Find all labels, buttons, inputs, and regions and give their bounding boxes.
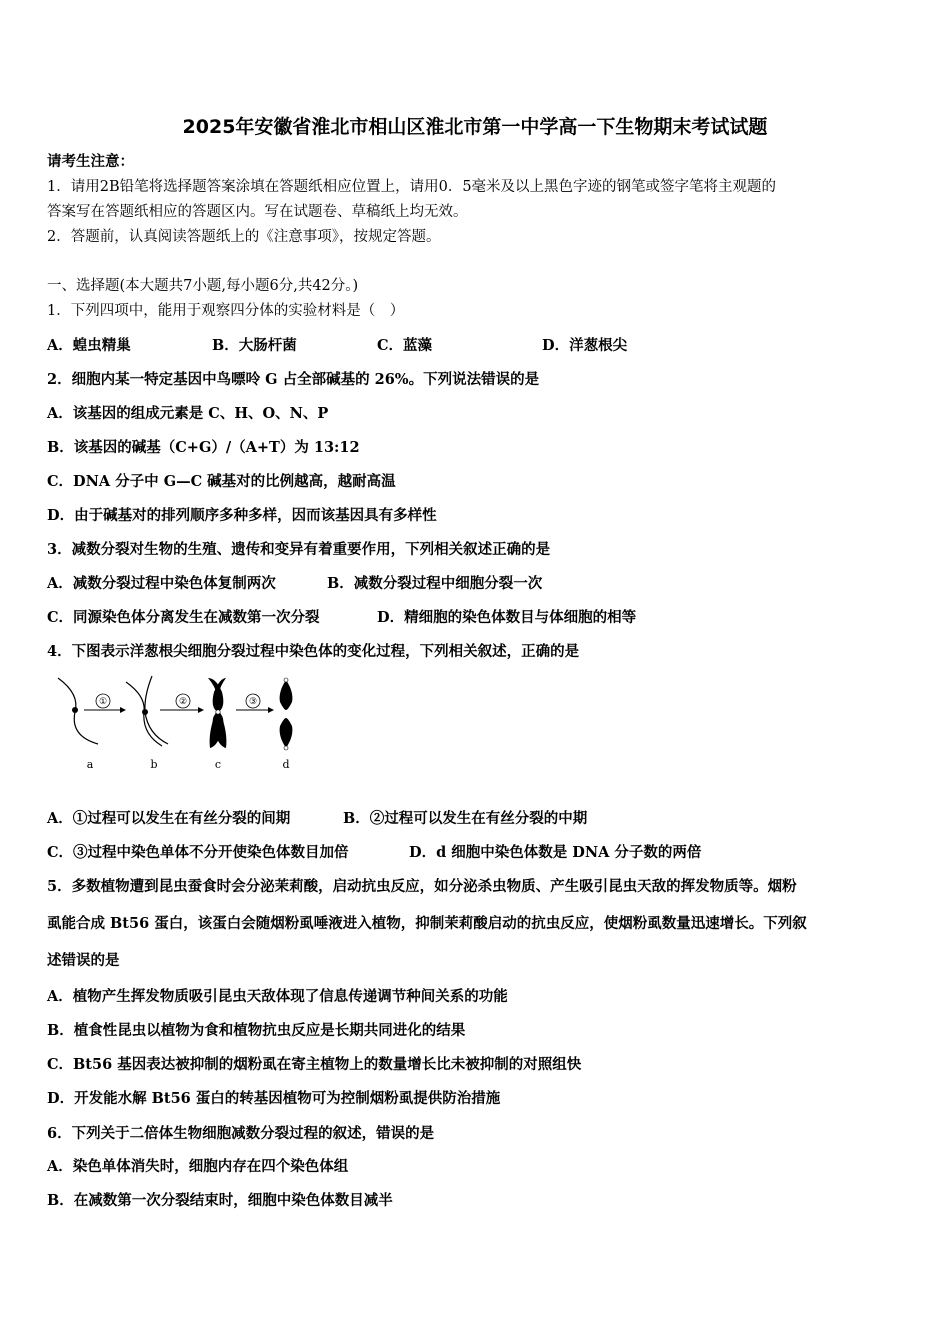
q4-option-a: A．①过程可以发生在有丝分裂的间期 [47,810,291,827]
q6-option-b: B．在减数第一次分裂结束时，细胞中染色体数目减半 [47,1192,393,1209]
q3-option-b: B．减数分裂过程中细胞分裂一次 [327,575,543,592]
chromosome-c-centromere [216,710,220,714]
arrow-2-head [198,707,204,713]
chromosome-b-centromere [142,709,148,715]
step-3-label: ③ [248,697,258,707]
label-c: c [214,758,222,771]
arrow-1-head [120,707,126,713]
q2-option-b: B．该基因的碱基（C+G）/（A+T）为 13:12 [47,439,360,456]
q3-option-a: A．减数分裂过程中染色体复制两次 [47,575,276,592]
q1-option-c: C．蓝藻 [377,337,433,354]
q4-option-b: B．②过程可以发生在有丝分裂的中期 [343,810,588,827]
q5-option-a: A．植物产生挥发物质吸引昆虫天敌体现了信息传递调节种间关系的功能 [47,988,508,1005]
question-5-stem-line-3: 述错误的是 [47,952,120,969]
q2-option-a: A．该基因的组成元素是 C、H、O、N、P [47,405,329,422]
q2-option-d: D．由于碱基对的排列顺序多种多样，因而该基因具有多样性 [47,507,437,524]
q5-option-d: D．开发能水解 Bt56 蛋白的转基因植物可为控制烟粉虱提供防治措施 [47,1090,501,1107]
q5-option-c: C．Bt56 基因表达被抑制的烟粉虱在寄主植物上的数量增长比未被抑制的对照组快 [47,1056,582,1073]
chromosome-a-shape [58,678,98,744]
step-2-label: ② [178,697,188,707]
step-1-label: ① [98,697,108,707]
chromosome-d-lower-centromere [284,746,288,750]
q5-option-b: B．植食性昆虫以植物为食和植物抗虫反应是长期共同进化的结果 [47,1022,466,1039]
label-a: a [86,758,94,771]
question-2-stem: 2．细胞内某一特定基因中鸟嘌呤 G 占全部碱基的 26%。下列说法错误的是 [47,371,540,388]
page-title: 2025年安徽省淮北市相山区淮北市第一中学高一下生物期末考试试题 [182,116,768,138]
notice-item-2: 2．答题前，认真阅读答题纸上的《注意事项》，按规定答题。 [47,229,441,245]
question-6-stem: 6．下列关于二倍体生物细胞减数分裂过程的叙述，错误的是 [47,1125,435,1142]
question-4-stem: 4．下图表示洋葱根尖细胞分裂过程中染色体的变化过程，下列相关叙述，正确的是 [47,643,580,660]
q3-option-c: C．同源染色体分离发生在减数第一次分裂 [47,609,320,626]
q1-option-d: D．洋葱根尖 [542,337,628,354]
notice-heading: 请考生注意： [47,153,134,170]
chromosome-d-upper-centromere [284,678,288,682]
chromosome-d-upper [280,680,293,710]
q6-option-a: A．染色单体消失时，细胞内存在四个染色体组 [47,1158,349,1175]
arrow-3-head [268,707,274,713]
notice-item-1b: 答案写在答题纸相应的答题区内。写在试题卷、草稿纸上均无效。 [47,204,468,220]
question-5-stem-line-1: 5．多数植物遭到昆虫蚕食时会分泌茉莉酸，启动抗虫反应，如分泌杀虫物质、产生吸引昆虫天敌的挥发物质等。烟粉 [47,878,797,895]
chromosome-d-lower [280,718,293,748]
section-heading: 一、选择题(本大题共7小题,每小题6分,共42分。) [47,278,359,294]
q3-option-d: D．精细胞的染色体数目与体细胞的相等 [377,609,637,626]
q1-option-b: B．大肠杆菌 [212,337,297,354]
q4-option-d: D．d 细胞中染色体数是 DNA 分子数的两倍 [409,844,702,861]
chromosome-diagram [50,672,310,772]
notice-item-1a: 1．请用2B铅笔将选择题答案涂填在答题纸相应位置上，请用0．5毫米及以上黑色字迹的钢笔或签字笔将主观题的 [47,179,777,195]
question-3-stem: 3．减数分裂对生物的生殖、遗传和变异有着重要作用，下列相关叙述正确的是 [47,541,551,558]
chromosome-a-centromere [72,707,78,713]
q1-option-a: A．蝗虫精巢 [47,337,131,354]
q4-option-c: C．③过程中染色单体不分开使染色体数目加倍 [47,844,349,861]
label-b: b [150,758,158,771]
question-5-stem-line-2: 虱能合成 Bt56 蛋白，该蛋白会随烟粉虱唾液进入植物，抑制茉莉酸启动的抗虫反应，使烟粉虱数量迅速增长。下列叙 [47,915,807,932]
q2-option-c: C．DNA 分子中 G—C 碱基对的比例越高，越耐高温 [47,473,396,490]
label-d: d [282,758,290,771]
question-1-stem: 1．下列四项中，能用于观察四分体的实验材料是（ ） [47,303,405,319]
